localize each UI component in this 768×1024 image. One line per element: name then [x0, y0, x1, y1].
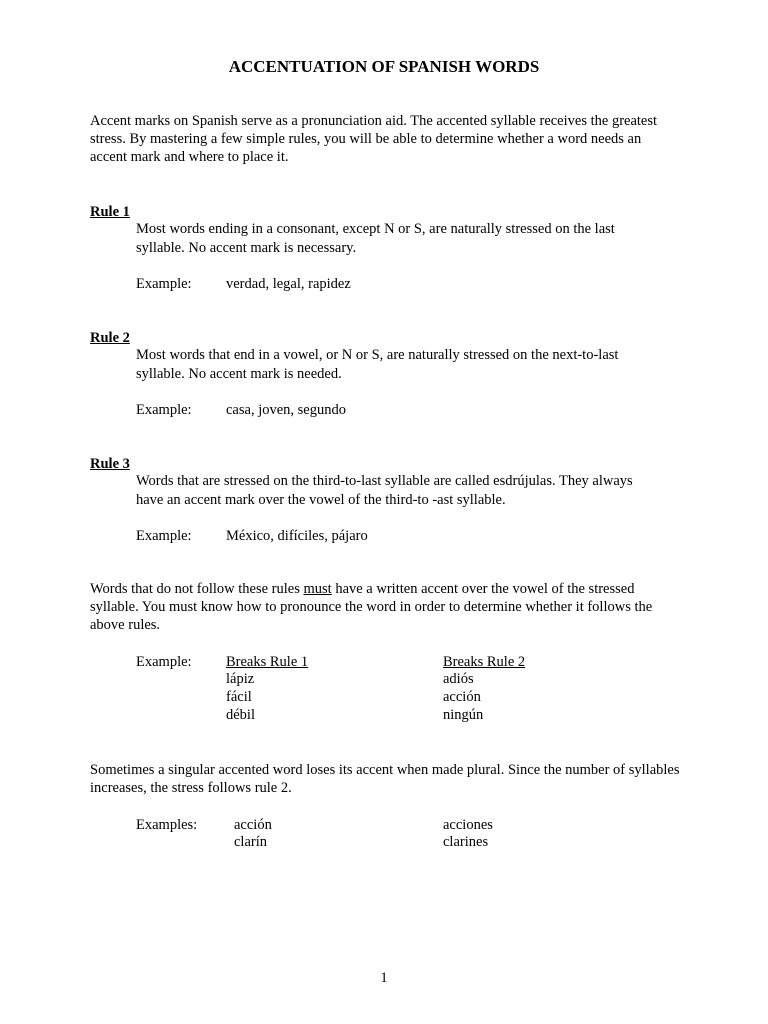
plural-examples-label: Examples: [136, 817, 198, 833]
breaks-rule-1-item: fácil [226, 689, 252, 705]
rule-1-line-1: Most words ending in a consonant, except N or S, are naturally stressed on the last [136, 221, 615, 237]
rule-3-line-2: have an accent mark over the vowel of the third-to -ast syllable. [136, 492, 506, 508]
breaks-rule-2-item: acción [443, 689, 481, 705]
rule-3-heading: Rule 3 [90, 456, 130, 472]
plural-word: acciones [443, 817, 493, 833]
singular-word: acción [234, 817, 272, 833]
rule-2-example-label: Example: [136, 402, 192, 418]
plural-paragraph: Sometimes a singular accented word loses its accent when made plural. Since the number of syllables increases, the stress follows rule 2. [90, 762, 680, 796]
rule-2-line-1: Most words that end in a vowel, or N or S, are naturally stressed on the next-to-last [136, 347, 619, 363]
rule-1-example: verdad, legal, rapidez [226, 276, 351, 292]
rule-3-example-label: Example: [136, 528, 192, 544]
breaks-rule-2-item: ningún [443, 707, 484, 723]
breaks-rule-1-item: débil [226, 707, 255, 723]
exceptions-text-before: Words that do not follow these rules [90, 581, 304, 597]
exceptions-paragraph [90, 580, 680, 634]
singular-word: clarín [234, 834, 268, 850]
page-number: 1 [380, 970, 388, 986]
plural-word: clarines [443, 834, 489, 850]
rule-2-heading: Rule 2 [90, 330, 130, 346]
rule-3-example: México, difíciles, pájaro [226, 528, 368, 544]
exceptions-text-after: have a written accent over the vowel of the stressed syllable. You must know how to pronounce the word in order to determine whether it follows the above rules. [90, 581, 653, 633]
rule-3-line-1: Words that are stressed on the third-to-last syllable are called esdrújulas. They always [136, 473, 633, 489]
breaks-rule-2-item: adiós [443, 671, 474, 687]
rule-1-example-label: Example: [136, 276, 192, 292]
rule-1-line-2: syllable. No accent mark is necessary. [136, 240, 357, 256]
rule-2-line-2: syllable. No accent mark is needed. [136, 366, 342, 382]
exceptions-emphasis: must [303, 581, 332, 597]
intro-paragraph: Accent marks on Spanish serve as a pronunciation aid. The accented syllable receives the greatest stress. By mastering a few simple rules, you will be able to determine whether a word needs an accent mark and where to place it. [90, 113, 658, 165]
rule-1-heading: Rule 1 [90, 204, 130, 220]
breaks-rule-1-item: lápiz [226, 671, 255, 687]
breaks-example-label: Example: [136, 654, 192, 670]
page-title: ACCENTUATION OF SPANISH WORDS [228, 57, 540, 76]
rule-2-example: casa, joven, segundo [226, 402, 346, 418]
breaks-rule-1-header: Breaks Rule 1 [226, 654, 309, 670]
breaks-rule-2-header: Breaks Rule 2 [443, 654, 526, 670]
